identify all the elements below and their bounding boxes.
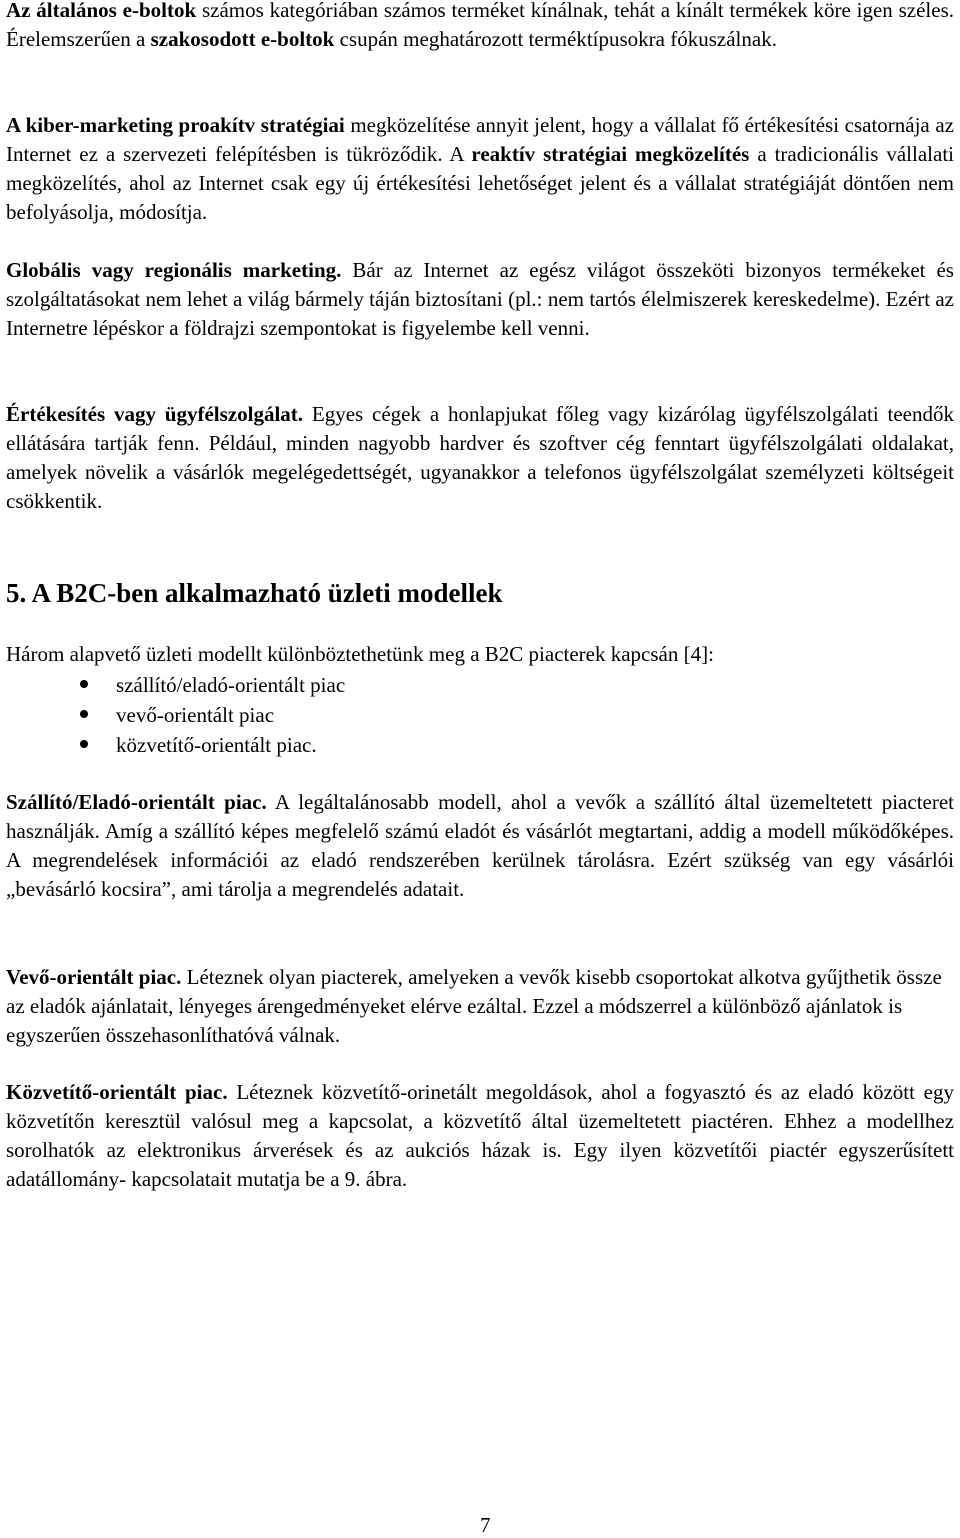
paragraph-seller-market (6, 788, 954, 904)
paragraph-buyer-market (6, 963, 954, 1050)
list-item-text: közvetítő-orientált piac. (116, 733, 317, 757)
bold-term: Az általános e-boltok (6, 0, 197, 22)
paragraph-text: Léteznek közvetítő-orinetált megoldások, ahol a fogyasztó és az eladó között egy közvetítőn keresztül valósul meg a kapcsolat, a közvetítő által üzemeltetett piactéren. Ehhez a modellhez sorolhatók az elektronikus árverések és az aukciós házak is. Egy ilyen közvetítői piactér egyszerűsített adatállomány- kapcsolatait mutatja be a 9. ábra. (6, 1080, 954, 1191)
paragraph-text: csupán meghatározott terméktípusokra fókuszálnak. (334, 27, 777, 51)
paragraph-text: számos kategóriában számos terméket kínálnak, tehát a kínált termékek köre igen széles. Érelemszerűen a (6, 0, 954, 51)
paragraph-global-marketing (6, 256, 954, 343)
paragraph-strategies (6, 111, 954, 227)
model-list (6, 670, 345, 760)
list-item (6, 730, 345, 760)
paragraph-text: Léteznek olyan piacterek, amelyeken a vevők kisebb csoportokat alkotva gyűjthetik össze az eladók ajánlatait, lényeges árengedményeket elérve ezáltal. Ezzel a módszerrel a különböző ajánlatok is egyszerűen összehasonlíthatóvá válnak. (6, 965, 942, 1047)
paragraph-text: A legáltalánosabb modell, ahol a vevők a szállító által üzemeltetett piacteret használják. Amíg a szállító képes megfelelő számú eladót és vásárlót megtartani, addig a modell működőképes. A megrendelések információi az eladó rendszerében kerülnek tárolásra. Ezért szükség van egy vásárlói „bevásárló kocsira”, ami tárolja a megrendelés adatait. (6, 790, 954, 901)
list-item (6, 700, 345, 730)
bullet-icon (80, 680, 88, 688)
paragraph-text: Egyes cégek a honlapjukat főleg vagy kizárólag ügyfélszolgálati teendők ellátására tartják fenn. Például, minden nagyobb hardver és szoftver cég fenntart ügyfélszolgálati oldalakat, amelyek növelik a vásárlók megelégedettségét, ugyanakkor a telefonos ügyfélszolgálat személyzeti költségeit csökkentik. (6, 402, 954, 513)
bold-term: Vevő-orientált piac. (6, 965, 182, 989)
bullet-icon (80, 710, 88, 718)
section-title: A B2C-ben alkalmazható üzleti modellek (26, 578, 503, 608)
list-item-text: vevő-orientált piac (116, 703, 275, 727)
page-number: 7 (480, 1513, 491, 1537)
paragraph-eshops (6, 0, 954, 54)
bold-term: Értékesítés vagy ügyfélszolgálat. (6, 402, 304, 426)
paragraph-text: Bár az Internet az egész világot összeköti bizonyos termékeket és szolgáltatásokat nem lehet a világ bármely táján biztosítani (pl.: nem tartós élelmiszerek kereskedelme). Ezért az Internetre lépéskor a földrajzi szempontokat is figyelembe kell venni. (6, 258, 954, 340)
paragraph-intermediary-market (6, 1078, 954, 1194)
section-heading (6, 576, 503, 610)
bold-term: szakosodott e-boltok (150, 27, 335, 51)
paragraph-text: a tradicionális vállalati megközelítés, ahol az Internet csak egy új értékesítési lehetőséget jelent és a vállalat stratégiáját döntően nem befolyásolja, módosítja. (6, 142, 954, 224)
paragraph-text: megközelítése annyit jelent, hogy a vállalat fő értékesítési csatornája az Internet ez a szervezeti felépítésben is tükröződik. A (6, 113, 954, 166)
bold-term: Közvetítő-orientált piac. (6, 1080, 228, 1104)
paragraph-intro: Három alapvető üzleti modellt különböztethetünk meg a B2C piacterek kapcsán [4]: (6, 642, 714, 666)
list-item (6, 670, 345, 700)
bold-term: Globális vagy regionális marketing. (6, 258, 342, 282)
paragraph-sales-support (6, 400, 954, 516)
bullet-icon (80, 740, 88, 748)
section-number: 5. (6, 578, 27, 608)
document-page (6, 0, 954, 1537)
bold-term: Szállító/Eladó-orientált piac. (6, 790, 267, 814)
bold-term: reaktív stratégiai megközelítés (471, 142, 750, 166)
bold-term: A kiber-marketing proakítv stratégiai (6, 113, 345, 137)
list-item-text: szállító/eladó-orientált piac (116, 673, 346, 697)
